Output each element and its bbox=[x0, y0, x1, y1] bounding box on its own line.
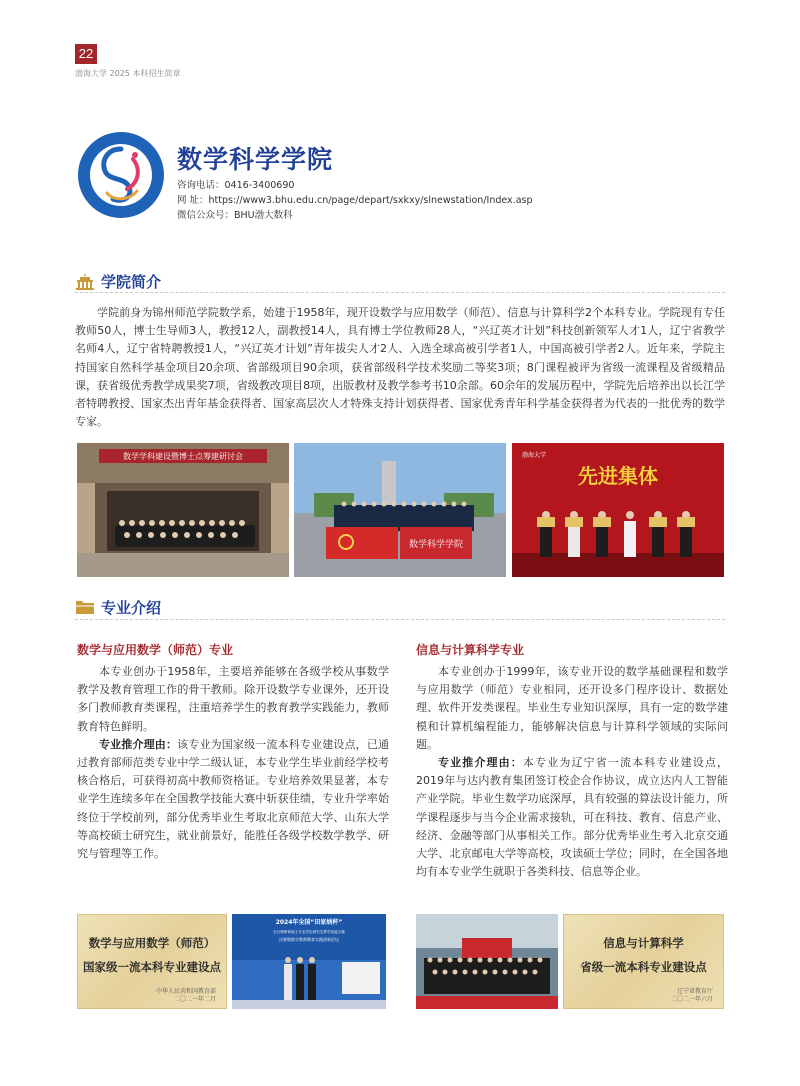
photo-seminar bbox=[77, 443, 289, 577]
major1-body bbox=[77, 663, 389, 863]
folder-icon bbox=[75, 599, 95, 615]
major1-paragraph2 bbox=[77, 736, 389, 863]
event-line2: 全日制教育硕士专业学位研究生教学技能大赛 bbox=[273, 930, 345, 934]
page-number: 22 bbox=[75, 44, 97, 64]
wechat-label: 微信公众号： bbox=[177, 210, 235, 221]
website-line bbox=[177, 192, 533, 206]
plaque2-line1: 信息与计算科学 bbox=[603, 936, 684, 950]
major1-paragraph1: 本专业创办于1958年，主要培养能够在各级学校从事数学教学及教育管理工作的骨干教师。除开设数学专业课外，还开设多门教师教育类课程，注重培养学生的教育教学实践能力，教师教育特色鲜明。 bbox=[77, 665, 389, 733]
website-link[interactable]: https://www3.bhu.edu.cn/page/depart/sxkxy/slnewstation/Index.asp bbox=[208, 195, 533, 206]
running-head: 渤海大学 2025 本科招生简章 bbox=[75, 69, 181, 78]
intro-text bbox=[75, 304, 725, 431]
award-school-text: 渤海大学 bbox=[522, 452, 547, 459]
majors-heading bbox=[75, 597, 161, 617]
plaque1-line1: 数学与应用数学（师范） bbox=[88, 936, 216, 950]
wechat-line bbox=[177, 207, 293, 221]
intro-title: 学院简介 bbox=[101, 272, 162, 291]
plaque2-line2: 省级一流本科专业建设点 bbox=[580, 960, 707, 974]
major2-paragraph2 bbox=[416, 754, 728, 881]
plaque2-issuer: 辽宁省教育厅 bbox=[676, 988, 713, 995]
plaque-provincial bbox=[563, 914, 724, 1009]
college-title: 数学科学学院 bbox=[177, 145, 334, 174]
intro-divider bbox=[75, 292, 725, 293]
photo-industry-college bbox=[416, 914, 558, 1009]
building-icon bbox=[75, 272, 95, 290]
major1-title: 数学与应用数学（师范）专业 bbox=[77, 643, 234, 657]
plaque-national bbox=[77, 914, 227, 1009]
majors-title: 专业介绍 bbox=[101, 598, 162, 617]
majors-divider bbox=[75, 619, 725, 620]
college-logo bbox=[77, 131, 165, 219]
phone-value: 0416-3400690 bbox=[224, 180, 295, 191]
major2-paragraph1: 本专业创办于1999年，该专业开设的数学基础课程和数学与应用数学（师范）专业相同，还开设多门程序设计、数据处理、软件开发类课程。毕业生专业知识深厚，具有一定的数学建模和计算机编程能力，能够解决信息与计算科学领域的实际问题。 bbox=[416, 665, 728, 751]
phone-label: 咨询电话： bbox=[177, 180, 225, 191]
major2-body bbox=[416, 663, 728, 881]
plaque1-date: 二〇二一年二月 bbox=[173, 996, 216, 1003]
award-banner-text: 先进集体 bbox=[578, 464, 658, 488]
plaque1-signature bbox=[156, 988, 216, 1004]
photo-award bbox=[512, 443, 724, 577]
wechat-value: BHU渤大数科 bbox=[234, 210, 293, 221]
major2-reason-text: 本专业为辽宁省一流本科专业建设点，2019年与达内教育集团签订校企合作协议，成立达内人工智能产业学院。毕业生数学功底深厚，具有较强的算法设计能力，所学课程逐步与当今企业需求接轨，可在科技、教育、信息产业、经济、金融等部门从事相关工作。部分优秀毕业生考入北京交通大学、北京邮电大学等高校，攻读硕士学位；同时，在全国各地均有本专业学生就职于各类科技、信息等企业。 bbox=[416, 756, 729, 879]
major1-reason-label: 专业推介理由： bbox=[99, 737, 178, 751]
major2-title: 信息与计算科学专业 bbox=[416, 643, 525, 657]
flag-banner-text: 数学科学学院 bbox=[408, 540, 464, 550]
phone-line bbox=[177, 177, 294, 191]
major1-reason-text: 该专业为国家级一流本科专业建设点，已通过教育部师范类专业中学二级认证，本专业学生毕业前经学校考核合格后，可获得初高中教师资格证。专业培养效果显著，本专业学生连续多年在全国教学技能大赛中斩获佳绩，专业升学率始终位于学校前列，部分优秀毕业生考取北京师范大学、山东大学等高校硕士研究生，就业前景好，能胜任各级学校数学教学、研究与管理等工作。 bbox=[77, 737, 390, 861]
photo-competition bbox=[232, 914, 386, 1009]
plaque1-issuer: 中华人民共和国教育部 bbox=[155, 988, 216, 995]
plaque1-line2: 国家级一流本科专业建设点 bbox=[83, 960, 221, 974]
event-line3: 决赛暨数学教师教育实践创新论坛 bbox=[279, 937, 339, 942]
plaque2-signature bbox=[671, 988, 713, 1004]
website-label: 网 址： bbox=[177, 195, 209, 206]
photo-group-flags bbox=[294, 443, 506, 577]
major2-reason-label: 专业推介理由： bbox=[438, 756, 523, 770]
event-line1: 2024年全国“田家炳杯” bbox=[275, 919, 343, 926]
seminar-banner-text: 数学学科建设暨博士点筹建研讨会 bbox=[123, 452, 243, 461]
intro-heading bbox=[75, 271, 161, 291]
intro-paragraph: 学院前身为锦州师范学院数学系，始建于1958年，现开设数学与应用数学（师范）、信息与计算科学2个本科专业。学院现有专任教师50人，博士生导师3人，教授12人，副教授14人，具有博士学位教师28人，“兴辽英才计划”科技创新领军人才1人，辽宁省教学名师4人，辽宁省特聘教授1人，“兴辽英才计划”青年拔尖人才2人、入选全球高被引学者1人，中国高被引学者2人。近年来，学院主持国家自然科学基金项目20余项、省部级项目90余项，获省部级科学技术奖励二等奖3项；8门课程被评为省级一流课程及省级精品课，获省级优秀教学成果奖7项，省级教改项目8项，出版教材及教学参考书10余部。60余年的发展历程中，学院先后培养出以长江学者特聘教授、国家杰出青年基金获得者、国家高层次人才特殊支持计划获得者、国家优秀青年科学基金获得者为代表的一批优秀的数学专家。 bbox=[75, 306, 725, 429]
plaque2-date: 二〇二一年六月 bbox=[670, 996, 713, 1003]
